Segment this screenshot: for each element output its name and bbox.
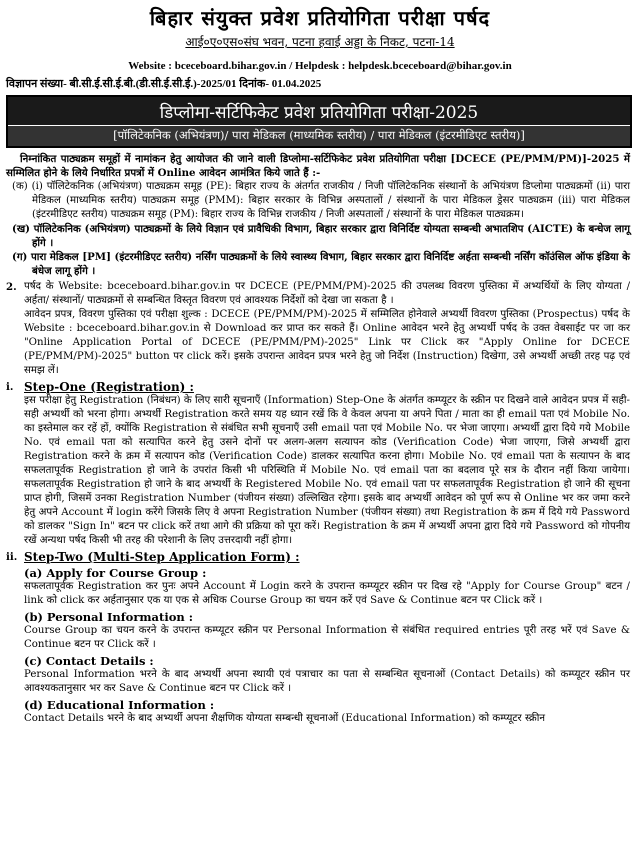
educational-info-heading: (d) Educational Information : — [24, 698, 215, 712]
intro-paragraph: निम्नांकित पाठ्यक्रम समूहों में नामांकन हेतु आयोजत की जाने वाली डिप्लोमा-सर्टिफिकेट प्रवेश प्रतियोगिता परीक्षा [DCECE (PE/PMM/PM)]-2025 में सम्मिलित होने के लिये निर्धारित प्रपत्रों में Online आवेदन आमंत्रित किये जाते हैं :- — [6, 153, 630, 179]
exam-banner — [6, 95, 632, 148]
notice-body — [0, 152, 640, 726]
item-ga: (ग) पारा मेडिकल [PM] (इंटरमीडिएट स्तरीय) नर्सिंग पाठ्यक्रमों के लिये स्वास्थ्य विभाग, बिहार सरकार द्वारा विनिर्दिष्ट अर्हता सम्बन्धी नर्सिंग कॉउंसिल ऑफ इंडिया के बंधेज लागू होंगे । — [12, 251, 630, 277]
exam-subtitle: [पॉलिटेकनिक (अभियंत्रण)/ पारा मेडिकल (माध्यमिक स्तरीय) / पारा मेडिकल (इंटरमीडिएट स्तरीय)] — [8, 125, 630, 146]
step-two — [6, 550, 630, 726]
step-one-heading: Step-One (Registration) : — [24, 380, 194, 394]
item-ka: (क) (i) पॉलिटेकनिक (अभियंत्रण) पाठ्यक्रम समूह (PE): बिहार राज्य के अंतर्गत राजकीय / निजी पॉलिटेकनिक संस्थानों के अभियंत्रण डिप्लोमा पाठ्यक्रमों (ii) पारा मेडिकल (माध्यमिक स्तरीय) पाठ्यक्रम समूह (PMM): बिहार सरकार के विभिन्न अस्पतालों / संस्थानों के पारा मेडिकल ड्रेसर पाठ्यक्रम (iii) पारा मेडिकल (इंटरमीडिएट स्तरीय) पाठ्यक्रम समूह (PM): बिहार राज्य के विभिन्न राजकीय / निजी अस्पतालों / संस्थानों के पारा मेडिकल पाठ्यक्रम। — [12, 181, 630, 220]
board-address: आई०ए०एस०संघ भवन, पटना हवाई अड्डा के निकट, पटना-14 — [185, 35, 455, 49]
course-group-text: सफलतापूर्वक Registration कर पुनः अपने Account में Login करने के उपरान्त कम्प्यूटर स्क्रीन पर दिख रहे "Apply for Course Group" बटन / link को click कर अर्हतानुसार एक या एक से अधिक Course Group का चयन करें एवं Save & Continue बटन पर Click करें । — [24, 581, 630, 606]
personal-info-heading: (b) Personal Information : — [24, 610, 193, 624]
board-title: बिहार संयुक्त प्रवेश प्रतियोगिता परीक्षा पर्षद — [149, 6, 491, 30]
step-one — [6, 380, 630, 548]
step-one-number: i. — [6, 381, 14, 393]
step-two-number: ii. — [6, 551, 18, 563]
contact-details-text: Personal Information भरने के बाद अभ्यर्थी अपना स्थायी एवं पत्राचार का पता से सम्बन्धित सूचनाओं (Contact Details) को कम्प्यूटर स्क्रीन पर आवश्यकतानुसार भर कर Save & Continue बटन पर Click करें । — [24, 669, 630, 694]
point-2-text: पर्षद के Website: bceceboard.bihar.gov.in पर DCECE (PE/PMM/PM)-2025 की उपलब्ध विवरण पुस्तिका में अभ्यर्थियों के लिए योग्यता / अर्हता/ संस्थानों/ पाठ्यक्रमों से सम्बन्धित विस्तृत विवरण एवं आवश्यक निर्देशों को देखा जा सकता है । — [24, 281, 630, 306]
exam-title: डिप्लोमा-सर्टिफिकेट प्रवेश प्रतियोगिता परीक्षा-2025 — [8, 97, 630, 125]
personal-info-text: Course Group का चयन करने के उपरान्त कम्प्यूटर स्क्रीन पर Personal Information से संबंधित required entries पूरी तरह भरें एवं Save & Continue बटन पर Click करें । — [24, 625, 630, 650]
point-2-application-text: आवेदन प्रपत्र, विवरण पुस्तिका एवं परीक्षा शुल्क : DCECE (PE/PMM/PM)-2025 में सम्मिलित होनेवाले अभ्यर्थी विवरण पुस्तिका (Prospectus) पर्षद के Website : bceceboard.bihar.gov.in से Download कर प्राप्त कर सकते हैं। Online आवेदन भरने हेतु अभ्यर्थी पर्षद के उक्त वेबसाईट पर जा कर "Online Application Portal of DCECE (PE/PMM/PM)-2025" Link पर Click कर "Apply Online for DCECE (PE/PMM/PM)-2025" button पर click करें। इसके उपरान्त आवेदन प्रपत्र भरने हेतु जो निर्देश (Instruction) दिखेगा, उसे अभ्यर्थी अच्छी तरह पढ़ एवं समझ लें। — [24, 309, 630, 376]
step-one-text: इस परीक्षा हेतु Registration (निबंधन) के लिए सारी सूचनाएँ (Information) Step-One के अंतर्गत कम्प्यूटर के स्क्रीन पर दिखने वाले आवेदन प्रपत्र में सही-सही अभ्यर्थी को भरना होगा। अभ्यर्थी Registration करते समय यह ध्यान रखें कि वे केवल अपना या अपने पिता / माता का ही email पता एवं Mobile No. का इस्तेमाल कर रहें हों, क्योंकि Registration से संबंधित सभी सूचनाएँ उसी email पता एवं Mobile No. पर भेजा जाएगा। अभ्यर्थी द्वारा दिये गये Mobile No. एवं email पता को सत्यापित करने हेतु उसने दोनों पर अलग-अलग सत्यापन कोड (Verification Code) भेजा जाएगा, जिसे अभ्यर्थी द्वारा Registration करने के क्रम में सत्यापन कोड (Verification Code) डालकर सत्यापित करना होगा। Mobile No. एवं email पता के सत्यापन के बाद सफलतापूर्वक Registration हो जाने के उपरांत किसी भी परिस्थिति में Mobile No. एवं email पता का बदलाव पूरे सत्र के दौरान नहीं किया जायेगा। सफलतापूर्वक Registration हो जाने के बाद अभ्यर्थी के Registered Mobile No. एवं email पता पर सफलतापूर्वक Registration हो जाने की सूचना प्राप्त होगी, जिसमें उनका Registration Number (पंजीयन संख्या) उल्लिखित रहेगा। इसके बाद अभ्यर्थी आवेदन को पूर्ण रूप से Online भर कर जमा करने हेतु अपने Account में login करेंगे जिसके लिए वे अपना Registration Number (पंजीयन संख्या) तथा Registration के क्रम में दिये गये Password को डालकर "Sign In" बटन पर click करें तथा आगे की प्रक्रिया को पूरा करें। Registration के क्रम में अभ्यर्थी अपना द्वारा दिये गये Password को गोपनीय रखें अन्यथा पर्षद किसी भी तरह की परेशानी के लिए उत्तरदायी नहीं होगा। — [24, 395, 630, 546]
course-group-heading: (a) Apply for Course Group : — [24, 566, 207, 580]
website-helpdesk-line: Website : bceceboard.bihar.gov.in / Helpdesk : helpdesk.bceceboard@bihar.gov.in — [128, 60, 512, 72]
point-2 — [6, 280, 630, 378]
step-two-heading: Step-Two (Multi-Step Application Form) : — [24, 550, 300, 564]
contact-details-heading: (c) Contact Details : — [24, 654, 154, 668]
advertisement-number: विज्ञापन संख्या- बी.सी.ई.सी.ई.बी.(डी.सी.ई.सी.ई.)-2025/01 दिनांक- 01.04.2025 — [6, 78, 322, 90]
educational-info-text: Contact Details भरने के बाद अभ्यर्थी अपना शैक्षणिक योग्यता सम्बन्धी सूचनाओं (Educational Information) को कम्प्यूटर स्क्रीन — [24, 713, 546, 724]
point-2-number: 2. — [6, 281, 17, 293]
item-kha: (ख) पॉलिटेकनिक (अभियंत्रण) पाठ्यक्रमों के लिये विज्ञान एवं प्रावैधिकी विभाग, बिहार सरकार द्वारा विनिर्दिष्ट योग्यता सम्बन्धी अभातशिप (AICTE) के बन्धेज लागू होंगे । — [12, 223, 630, 249]
